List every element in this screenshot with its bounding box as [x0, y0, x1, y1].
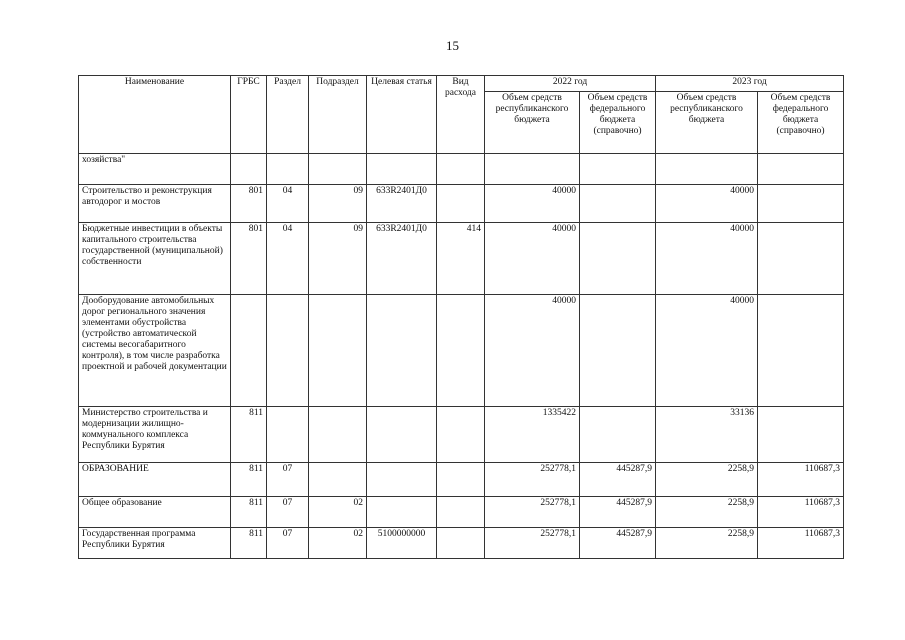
cell-fed-2022 — [580, 154, 656, 185]
header-target-article: Целевая статья — [367, 76, 437, 154]
cell-rep-2022: 40000 — [485, 185, 580, 223]
cell-subsection: 09 — [309, 185, 367, 223]
header-expense-type: Вид расхода — [437, 76, 485, 154]
cell-grbs: 811 — [231, 528, 267, 559]
cell-subsection: 02 — [309, 528, 367, 559]
cell-rep-2022: 40000 — [485, 295, 580, 407]
cell-type — [437, 154, 485, 185]
table-row — [79, 185, 844, 223]
cell-type — [437, 407, 485, 463]
table-row — [79, 463, 844, 497]
cell-type — [437, 295, 485, 407]
cell-section — [267, 295, 309, 407]
cell-name: Дооборудование автомобильных дорог регионального значения элементами обустройства (устройство автоматической системы весогабаритного контроля), в том числе разработка проектной и рабочей документации — [79, 295, 231, 407]
cell-subsection — [309, 295, 367, 407]
cell-rep-2023: 40000 — [656, 223, 758, 295]
cell-subsection — [309, 407, 367, 463]
cell-name: ОБРАЗОВАНИЕ — [79, 463, 231, 497]
cell-type — [437, 463, 485, 497]
header-fed-funds-2022: Объем средств федерального бюджета (справочно) — [580, 92, 656, 154]
cell-rep-2023: 40000 — [656, 185, 758, 223]
cell-article — [367, 407, 437, 463]
cell-subsection: 02 — [309, 497, 367, 528]
cell-rep-2022: 252778,1 — [485, 463, 580, 497]
cell-article: 633R2401Д0 — [367, 223, 437, 295]
cell-grbs: 801 — [231, 185, 267, 223]
table-row — [79, 407, 844, 463]
cell-article: 633R2401Д0 — [367, 185, 437, 223]
header-year-2023: 2023 год — [656, 76, 844, 92]
cell-rep-2022: 40000 — [485, 223, 580, 295]
cell-grbs — [231, 295, 267, 407]
cell-rep-2022: 252778,1 — [485, 497, 580, 528]
cell-section: 04 — [267, 223, 309, 295]
cell-type — [437, 497, 485, 528]
header-grbs: ГРБС — [231, 76, 267, 154]
cell-fed-2023: 110687,3 — [758, 463, 844, 497]
cell-section: 07 — [267, 528, 309, 559]
cell-section: 07 — [267, 497, 309, 528]
cell-rep-2023: 33136 — [656, 407, 758, 463]
cell-grbs: 811 — [231, 497, 267, 528]
cell-rep-2022: 252778,1 — [485, 528, 580, 559]
table-row — [79, 223, 844, 295]
cell-section: 07 — [267, 463, 309, 497]
cell-grbs — [231, 154, 267, 185]
cell-name: Строительство и реконструкция автодорог и мостов — [79, 185, 231, 223]
header-rep-funds-2022: Объем средств республиканского бюджета — [485, 92, 580, 154]
cell-article — [367, 295, 437, 407]
cell-type — [437, 185, 485, 223]
header-row-1 — [79, 76, 844, 92]
cell-fed-2022: 445287,9 — [580, 463, 656, 497]
cell-fed-2023 — [758, 295, 844, 407]
table-row — [79, 497, 844, 528]
cell-fed-2023 — [758, 154, 844, 185]
cell-article — [367, 463, 437, 497]
header-name: Наименование — [79, 76, 231, 154]
cell-name: Государственная программа Республики Бурятия — [79, 528, 231, 559]
cell-fed-2022: 445287,9 — [580, 497, 656, 528]
cell-grbs: 811 — [231, 407, 267, 463]
cell-rep-2023: 2258,9 — [656, 497, 758, 528]
header-year-2022: 2022 год — [485, 76, 656, 92]
cell-fed-2023 — [758, 223, 844, 295]
cell-subsection — [309, 154, 367, 185]
cell-rep-2023: 2258,9 — [656, 463, 758, 497]
cell-type — [437, 528, 485, 559]
cell-type: 414 — [437, 223, 485, 295]
cell-rep-2022 — [485, 154, 580, 185]
table-row — [79, 528, 844, 559]
cell-fed-2023: 110687,3 — [758, 528, 844, 559]
cell-fed-2022 — [580, 407, 656, 463]
cell-section: 04 — [267, 185, 309, 223]
cell-name: Общее образование — [79, 497, 231, 528]
cell-fed-2022 — [580, 223, 656, 295]
header-subsection: Подраздел — [309, 76, 367, 154]
cell-section — [267, 154, 309, 185]
cell-subsection: 09 — [309, 223, 367, 295]
cell-rep-2023: 40000 — [656, 295, 758, 407]
header-rep-funds-2023: Объем средств республиканского бюджета — [656, 92, 758, 154]
cell-fed-2022 — [580, 185, 656, 223]
cell-article: 5100000000 — [367, 528, 437, 559]
cell-grbs: 811 — [231, 463, 267, 497]
cell-rep-2023 — [656, 154, 758, 185]
cell-fed-2023 — [758, 407, 844, 463]
cell-name: Министерство строительства и модернизации жилищно-коммунального комплекса Республики Бурятия — [79, 407, 231, 463]
header-section: Раздел — [267, 76, 309, 154]
cell-fed-2023 — [758, 185, 844, 223]
cell-article — [367, 497, 437, 528]
cell-fed-2023: 110687,3 — [758, 497, 844, 528]
cell-section — [267, 407, 309, 463]
table-row — [79, 295, 844, 407]
cell-article — [367, 154, 437, 185]
table-row — [79, 154, 844, 185]
cell-name: Бюджетные инвестиции в объекты капитального строительства государственной (муниципальной) собственности — [79, 223, 231, 295]
cell-rep-2022: 1335422 — [485, 407, 580, 463]
page-number: 15 — [446, 38, 459, 53]
header-fed-funds-2023: Объем средств федерального бюджета (справочно) — [758, 92, 844, 154]
cell-fed-2022 — [580, 295, 656, 407]
cell-name: хозяйства" — [79, 154, 231, 185]
cell-grbs: 801 — [231, 223, 267, 295]
cell-subsection — [309, 463, 367, 497]
budget-table — [78, 75, 844, 559]
cell-fed-2022: 445287,9 — [580, 528, 656, 559]
cell-rep-2023: 2258,9 — [656, 528, 758, 559]
